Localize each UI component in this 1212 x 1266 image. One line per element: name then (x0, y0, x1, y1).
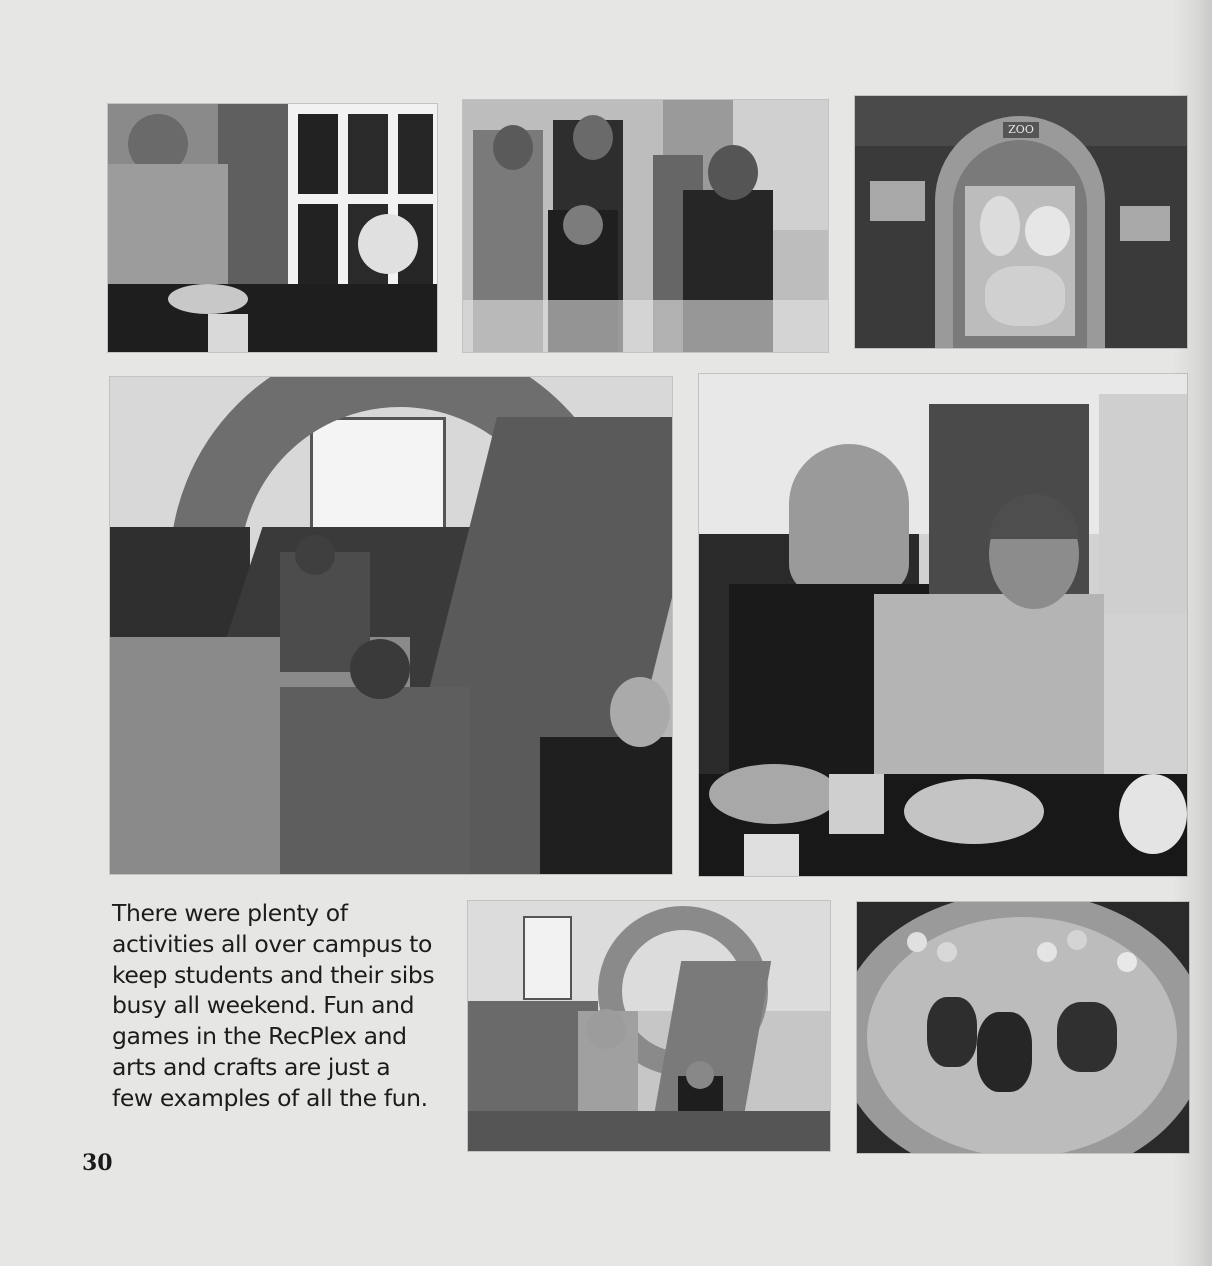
photo-craft-table-boy (108, 104, 437, 352)
photo-inflatable-climb (110, 377, 672, 874)
caption-line: activities all over campus to (112, 929, 432, 958)
photo-laser-tag-group (463, 100, 828, 352)
photo-decorated-pizza (857, 902, 1189, 1153)
caption-line: few examples of all the fun. (112, 1083, 428, 1112)
caption-line: There were plenty of (112, 899, 348, 927)
photo-zoo-backdrop (855, 96, 1187, 348)
photo-crafts-smiling-boy (699, 374, 1187, 876)
caption-line: arts and crafts are just a (112, 1052, 391, 1081)
caption-line: games in the RecPlex and (112, 1022, 407, 1051)
zoo-sign: ZOO (1003, 122, 1039, 138)
caption-line: keep students and their sibs (112, 960, 435, 989)
photo-caption (112, 898, 452, 1114)
page-number: 30 (82, 1150, 113, 1176)
caption-line: busy all weekend. Fun and (112, 991, 415, 1020)
photo-recplex-inflatables (468, 901, 830, 1151)
